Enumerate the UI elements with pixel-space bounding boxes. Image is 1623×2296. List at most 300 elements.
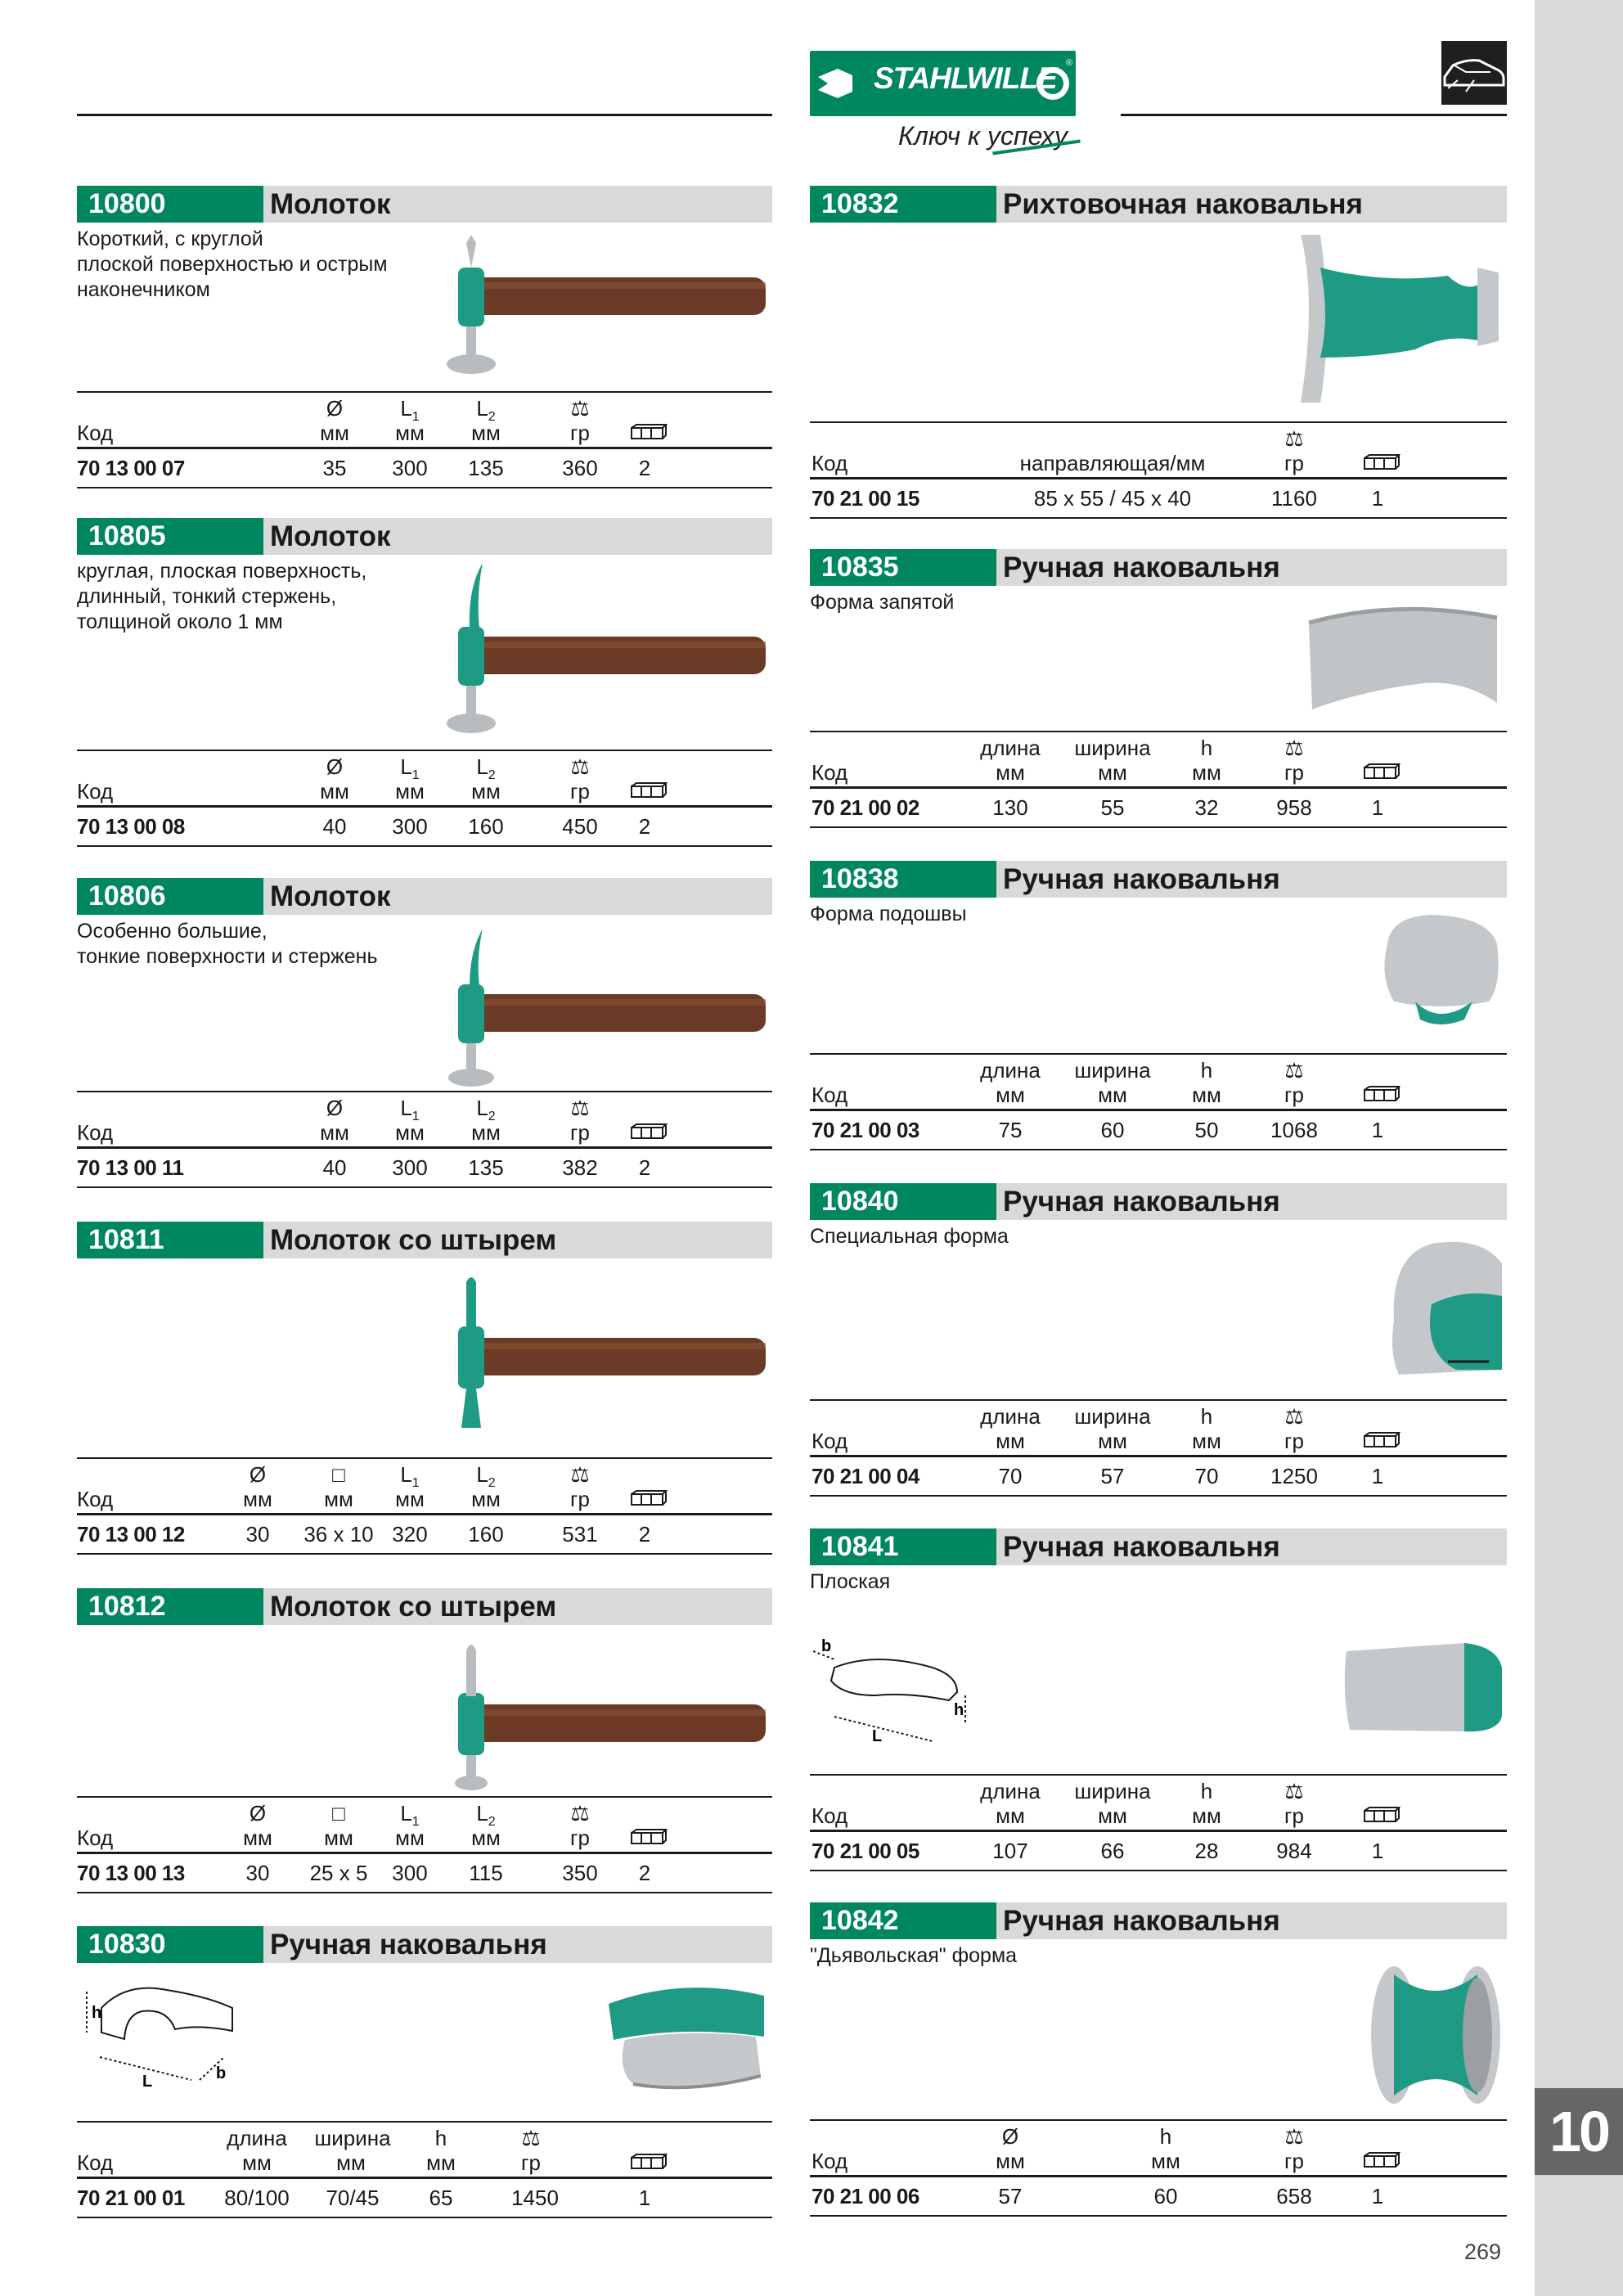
table-rule-top	[77, 1091, 772, 1092]
col-unit: гр	[570, 1487, 590, 1511]
col-guide-label: направляющая/мм	[1019, 451, 1206, 475]
table-rule-bottom	[77, 1892, 772, 1893]
col-l2-label: $L_2$	[476, 1096, 496, 1124]
value-height: 70	[1194, 1464, 1219, 1488]
product-title: Ручная наковальня	[270, 1929, 547, 1961]
col-unit: мм	[243, 1487, 272, 1511]
dolly-image	[1342, 1635, 1505, 1741]
product-number: 10835	[810, 549, 996, 586]
col-height-label: h	[1159, 2124, 1172, 2149]
product-title: Молоток со штырем	[270, 1224, 557, 1256]
value-weight: 531	[562, 1522, 598, 1546]
value-weight: 350	[562, 1861, 598, 1885]
col-code-label: Код	[812, 1429, 848, 1453]
value-pkg: 2	[638, 1155, 651, 1180]
product-title: Ручная наковальня	[1003, 863, 1280, 895]
col-unit: мм	[996, 760, 1025, 785]
col-code-label: Код	[77, 421, 114, 445]
brand-name: STAHLWILLE	[874, 61, 1057, 95]
col-unit: гр	[1284, 2149, 1304, 2173]
value-pkg: 2	[638, 814, 651, 839]
value-weight: 382	[562, 1155, 598, 1180]
col-unit: мм	[471, 1487, 501, 1511]
col-unit: мм	[243, 1826, 272, 1850]
table-rule-bottom	[810, 1149, 1507, 1150]
value-pkg: 1	[1371, 2184, 1384, 2208]
package-icon	[1363, 1086, 1400, 1102]
value-weight: 1450	[511, 2186, 559, 2210]
table-rule-mid	[77, 1852, 772, 1854]
table-rule-top	[810, 421, 1507, 423]
col-unit: гр	[1284, 451, 1304, 475]
product-description: Особенно большие, тонкие поверхности и стержень	[77, 920, 378, 968]
col-length-label: длина	[980, 1404, 1041, 1429]
col-unit: гр	[521, 2150, 541, 2175]
col-unit: мм	[471, 779, 501, 804]
table-rule-mid	[77, 805, 772, 808]
value-pkg: 2	[638, 1861, 651, 1885]
col-unit: мм	[1151, 2149, 1180, 2173]
spec-table-10841	[810, 1774, 1507, 1872]
package-icon	[1363, 763, 1400, 780]
product-number: 10800	[77, 186, 263, 223]
col-code-label: Код	[77, 1826, 114, 1850]
value-height: 32	[1194, 795, 1219, 820]
product-number: 10841	[810, 1528, 996, 1565]
product-number: 10811	[77, 1222, 263, 1258]
col-l2-label: $L_2$	[476, 754, 496, 783]
col-unit: мм	[471, 421, 501, 445]
package-icon	[1363, 1432, 1400, 1448]
value-pkg: 1	[1371, 1464, 1384, 1488]
rectangle-icon: □	[332, 1462, 345, 1487]
value-diameter: 40	[322, 1155, 347, 1180]
scale-weight-icon: ⚖	[1284, 2124, 1304, 2149]
col-height-label: h	[1200, 1779, 1213, 1803]
col-length-label: длина	[227, 2126, 287, 2150]
col-code-label: Код	[77, 779, 114, 804]
product-number: 10812	[77, 1588, 263, 1625]
product-code: 70 21 00 15	[812, 486, 919, 511]
product-code: 70 21 00 01	[77, 2186, 185, 2210]
value-length: 107	[992, 1839, 1028, 1863]
product-title: Ручная наковальня	[1003, 551, 1280, 583]
scale-weight-icon: ⚖	[1284, 1058, 1304, 1083]
product-title: Ручная наковальня	[1003, 1186, 1280, 1218]
dimension-label-l: L	[142, 2073, 153, 2091]
package-icon	[630, 1829, 668, 1845]
col-code-label: Код	[77, 2150, 114, 2175]
col-unit: мм	[242, 2150, 272, 2175]
col-l2-label: $L_2$	[476, 1462, 496, 1491]
col-unit: мм	[996, 1803, 1025, 1828]
col-unit: гр	[1284, 1429, 1304, 1453]
col-unit: мм	[996, 1429, 1025, 1453]
product-title: Рихтовочная наковальня	[1003, 188, 1363, 220]
value-pkg: 1	[1371, 486, 1384, 511]
table-rule-top	[77, 1796, 772, 1798]
col-height-label: h	[434, 2126, 447, 2150]
col-code-label: Код	[812, 760, 848, 785]
value-weight: 984	[1276, 1839, 1312, 1863]
product-number: 10806	[77, 878, 263, 915]
value-diameter: 40	[322, 814, 347, 839]
col-unit: мм	[324, 1487, 353, 1511]
table-rule-bottom	[810, 1870, 1507, 1871]
value-pkg: 1	[638, 2186, 651, 2210]
table-rule-bottom	[810, 826, 1507, 828]
product-number: 10838	[810, 861, 996, 898]
spec-table-10835	[810, 731, 1507, 829]
dimension-label-b: b	[216, 2064, 227, 2082]
value-section: 25 x 5	[309, 1861, 368, 1885]
col-l1-label: $L_1$	[400, 1462, 420, 1491]
table-rule-mid	[810, 2175, 1507, 2177]
product-code: 70 13 00 13	[77, 1861, 185, 1885]
value-height: 60	[1153, 2184, 1178, 2208]
col-unit: мм	[471, 1826, 501, 1850]
product-title: Ручная наковальня	[1003, 1905, 1280, 1937]
value-l2: 135	[468, 1155, 504, 1180]
col-width-label: ширина	[1074, 1404, 1151, 1429]
table-rule-bottom	[810, 517, 1507, 519]
value-diameter: 30	[245, 1522, 270, 1546]
col-unit: мм	[1098, 1429, 1127, 1453]
col-unit: гр	[570, 1826, 590, 1850]
product-title: Молоток	[270, 520, 391, 552]
col-unit: мм	[395, 1826, 425, 1850]
product-section-10811	[77, 1222, 772, 1459]
dimension-label-h: h	[92, 2004, 102, 2022]
product-section-10805	[77, 518, 772, 747]
value-l1: 320	[392, 1522, 428, 1546]
scale-weight-icon: ⚖	[570, 1096, 590, 1120]
col-width-label: ширина	[1074, 1058, 1151, 1083]
col-code-label: Код	[77, 1487, 114, 1511]
table-rule-mid	[77, 447, 772, 449]
col-unit: мм	[1192, 1803, 1221, 1828]
product-section-10832	[810, 186, 1507, 423]
scale-weight-icon: ⚖	[1284, 1779, 1304, 1803]
col-length-label: длина	[980, 736, 1041, 760]
product-code: 70 21 00 05	[812, 1839, 919, 1863]
value-l2: 115	[469, 1861, 503, 1885]
car-body-icon	[1441, 41, 1507, 105]
dolly-image	[1374, 912, 1505, 1030]
col-unit: мм	[1192, 1083, 1221, 1107]
table-rule-top	[77, 2121, 772, 2123]
col-unit: мм	[1098, 760, 1127, 785]
package-icon	[1363, 454, 1400, 470]
value-width: 60	[1100, 1118, 1125, 1142]
col-unit: гр	[570, 779, 590, 804]
product-number: 10830	[77, 1926, 263, 1963]
table-rule-top	[810, 1774, 1507, 1776]
product-section-10812	[77, 1588, 772, 1801]
col-code-label: Код	[812, 451, 848, 475]
col-unit: мм	[320, 421, 349, 445]
col-height-label: h	[1200, 1058, 1213, 1083]
value-length: 70	[998, 1464, 1023, 1488]
col-unit: мм	[395, 779, 425, 804]
spec-table-10830	[77, 2121, 772, 2219]
value-pkg: 2	[638, 1522, 651, 1546]
col-unit: мм	[336, 2150, 366, 2175]
dimension-label-h: h	[954, 1701, 964, 1719]
product-description: Плоская	[810, 1570, 891, 1593]
product-description: Специальная форма	[810, 1225, 1009, 1248]
col-l2-label: $L_2$	[476, 1801, 496, 1830]
col-l1-label: $L_1$	[400, 396, 420, 425]
product-description: Форма подошвы	[810, 903, 967, 925]
value-l2: 160	[468, 814, 504, 839]
product-section-10830	[77, 1926, 772, 2123]
product-code: 70 13 00 11	[77, 1155, 184, 1180]
spec-table-10800	[77, 391, 772, 489]
spec-table-10805	[77, 750, 772, 848]
value-width: 66	[1100, 1839, 1125, 1863]
col-diameter-icon: Ø	[249, 1801, 267, 1826]
product-title: Молоток со штырем	[270, 1591, 557, 1623]
dolly-image	[1366, 1958, 1505, 2114]
chapter-sidebar	[1535, 0, 1623, 2296]
value-l1: 300	[392, 456, 428, 480]
dolly-image	[1284, 235, 1505, 403]
dolly-image	[1301, 598, 1505, 717]
col-diameter-icon: Ø	[326, 1096, 344, 1120]
value-pkg: 2	[638, 456, 651, 480]
value-section: 36 x 10	[303, 1522, 374, 1546]
value-l2: 135	[468, 456, 504, 480]
col-code-label: Код	[812, 1083, 848, 1107]
spec-table-10806	[77, 1091, 772, 1189]
brand-slogan: Ключ к успеху	[898, 121, 1068, 151]
spec-table-10840	[810, 1399, 1507, 1497]
spec-table-10832	[810, 421, 1507, 520]
table-rule-bottom	[810, 2215, 1507, 2217]
value-diameter: 57	[998, 2184, 1023, 2208]
table-rule-mid	[810, 1455, 1507, 1457]
table-rule-bottom	[77, 1186, 772, 1188]
scale-weight-icon: ⚖	[1284, 736, 1304, 760]
product-description: "Дьявольская" форма	[810, 1944, 1018, 1967]
col-diameter-icon: Ø	[326, 396, 344, 421]
product-code: 70 13 00 12	[77, 1522, 185, 1546]
value-weight: 450	[562, 814, 598, 839]
product-title: Молоток	[270, 188, 391, 220]
col-width-label: ширина	[1074, 736, 1151, 760]
table-rule-top	[810, 1053, 1507, 1055]
product-section-10835	[810, 549, 1507, 729]
value-height: 65	[429, 2186, 453, 2210]
table-rule-top	[77, 391, 772, 393]
scale-weight-icon: ⚖	[1284, 426, 1304, 451]
col-height-label: h	[1200, 1404, 1213, 1429]
col-l2-label: $L_2$	[476, 396, 496, 425]
col-code-label: Код	[812, 2149, 848, 2173]
hammer-image	[429, 929, 772, 1092]
product-code: 70 21 00 06	[812, 2184, 919, 2208]
col-unit: мм	[996, 2149, 1025, 2173]
table-rule-bottom	[77, 2217, 772, 2218]
table-rule-bottom	[77, 1553, 772, 1555]
table-rule-mid	[810, 1830, 1507, 1832]
value-pkg: 1	[1371, 795, 1384, 820]
value-height: 50	[1194, 1118, 1219, 1142]
table-rule-bottom	[77, 487, 772, 488]
hammer-image	[429, 1639, 772, 1794]
table-rule-bottom	[810, 1495, 1507, 1497]
dimension-diagram	[810, 1635, 982, 1758]
col-unit: мм	[324, 1826, 353, 1850]
col-unit: мм	[395, 1487, 425, 1511]
package-icon	[1363, 1807, 1400, 1823]
anvil-image	[600, 1979, 772, 2102]
product-description: Короткий, с круглой плоской поверхностью и острым наконечником	[77, 227, 388, 301]
product-code: 70 21 00 04	[812, 1464, 919, 1488]
table-rule-top	[810, 731, 1507, 732]
product-description: Форма запятой	[810, 591, 955, 614]
dimension-diagram	[77, 1975, 249, 2106]
header-rule-left	[77, 114, 772, 116]
value-length: 75	[998, 1118, 1023, 1142]
table-rule-bottom	[77, 845, 772, 847]
product-section-10838	[810, 861, 1507, 1049]
col-width-label: ширина	[1074, 1779, 1151, 1803]
col-diameter-icon: Ø	[1001, 2124, 1019, 2149]
svg-text:®: ®	[1066, 58, 1073, 68]
spec-table-10811	[77, 1457, 772, 1555]
value-width: 70/45	[326, 2186, 380, 2210]
product-description: круглая, плоская поверхность, длинный, тонкий стержень, толщиной около 1 мм	[77, 560, 367, 633]
col-unit: гр	[570, 1120, 590, 1145]
col-unit: мм	[1098, 1803, 1127, 1828]
table-rule-mid	[810, 477, 1507, 479]
value-length: 80/100	[224, 2186, 290, 2210]
product-number: 10842	[810, 1902, 996, 1939]
package-icon	[630, 424, 668, 440]
table-rule-mid	[77, 1513, 772, 1515]
hammer-image	[429, 235, 772, 382]
package-icon	[630, 1490, 668, 1506]
chapter-tab: 10	[1535, 2088, 1623, 2175]
col-unit: гр	[1284, 760, 1304, 785]
value-length: 130	[992, 795, 1028, 820]
product-code: 70 21 00 03	[812, 1118, 919, 1142]
scale-weight-icon: ⚖	[521, 2126, 541, 2150]
col-code-label: Код	[77, 1120, 114, 1145]
value-width: 55	[1100, 795, 1125, 820]
col-unit: мм	[395, 421, 425, 445]
col-width-label: ширина	[314, 2126, 391, 2150]
product-number: 10840	[810, 1183, 996, 1220]
col-length-label: длина	[980, 1058, 1041, 1083]
product-section-10841	[810, 1528, 1507, 1766]
value-height: 28	[1194, 1839, 1219, 1863]
table-rule-top	[77, 1457, 772, 1459]
value-l1: 300	[392, 1861, 428, 1885]
value-weight: 658	[1276, 2184, 1312, 2208]
table-rule-mid	[810, 1109, 1507, 1111]
col-diameter-icon: Ø	[249, 1462, 267, 1487]
col-unit: мм	[1098, 1083, 1127, 1107]
col-unit: мм	[320, 1120, 349, 1145]
value-pkg: 1	[1371, 1839, 1384, 1863]
product-section-10840	[810, 1183, 1507, 1396]
col-unit: мм	[996, 1083, 1025, 1107]
col-height-label: h	[1200, 736, 1213, 760]
package-icon	[630, 782, 668, 799]
value-guide: 85 x 55 / 45 x 40	[1033, 486, 1192, 511]
page-number: 269	[1464, 2240, 1502, 2264]
col-unit: мм	[1192, 1429, 1221, 1453]
scale-weight-icon: ⚖	[570, 1801, 590, 1826]
scale-weight-icon: ⚖	[1284, 1404, 1304, 1429]
value-weight: 1160	[1271, 486, 1317, 511]
product-number: 10805	[77, 518, 263, 555]
value-l1: 300	[392, 814, 428, 839]
col-unit: мм	[320, 779, 349, 804]
table-rule-top	[810, 2119, 1507, 2121]
value-weight: 1068	[1270, 1118, 1318, 1142]
value-width: 57	[1100, 1464, 1125, 1488]
spec-table-10812	[77, 1796, 772, 1894]
dimension-label-l: L	[872, 1727, 883, 1745]
col-code-label: Код	[812, 1803, 848, 1828]
value-l1: 300	[392, 1155, 428, 1180]
product-code: 70 13 00 08	[77, 814, 185, 839]
col-unit: гр	[570, 421, 590, 445]
product-code: 70 21 00 02	[812, 795, 919, 820]
rectangle-icon: □	[332, 1801, 345, 1826]
header-rule-right	[1121, 114, 1507, 116]
table-rule-top	[77, 750, 772, 751]
product-title: Молоток	[270, 880, 391, 912]
value-weight: 1250	[1270, 1464, 1318, 1488]
value-pkg: 1	[1371, 1118, 1384, 1142]
col-unit: мм	[395, 1120, 425, 1145]
package-icon	[1363, 2152, 1400, 2168]
table-rule-mid	[810, 786, 1507, 789]
table-rule-mid	[77, 2177, 772, 2179]
col-unit: мм	[471, 1120, 501, 1145]
spec-table-10842	[810, 2119, 1507, 2217]
value-weight: 360	[562, 456, 598, 480]
hammer-image	[429, 563, 772, 739]
col-l1-label: $L_1$	[400, 1096, 420, 1124]
hammer-image	[429, 1272, 772, 1436]
product-title: Ручная наковальня	[1003, 1531, 1280, 1563]
dolly-image	[1382, 1239, 1505, 1386]
product-section-10806	[77, 878, 772, 1099]
col-unit: гр	[1284, 1803, 1304, 1828]
value-l2: 160	[468, 1522, 504, 1546]
product-number: 10832	[810, 186, 996, 223]
dimension-label-b: b	[821, 1637, 832, 1655]
value-diameter: 30	[245, 1861, 270, 1885]
col-unit: гр	[1284, 1083, 1304, 1107]
spec-table-10838	[810, 1053, 1507, 1151]
col-diameter-icon: Ø	[326, 754, 344, 779]
scale-weight-icon: ⚖	[570, 754, 590, 779]
scale-weight-icon: ⚖	[570, 396, 590, 421]
package-icon	[630, 2154, 668, 2170]
col-l1-label: $L_1$	[400, 1801, 420, 1830]
value-diameter: 35	[322, 456, 347, 480]
col-unit: мм	[1192, 760, 1221, 785]
col-unit: мм	[426, 2150, 456, 2175]
package-icon	[630, 1123, 668, 1140]
